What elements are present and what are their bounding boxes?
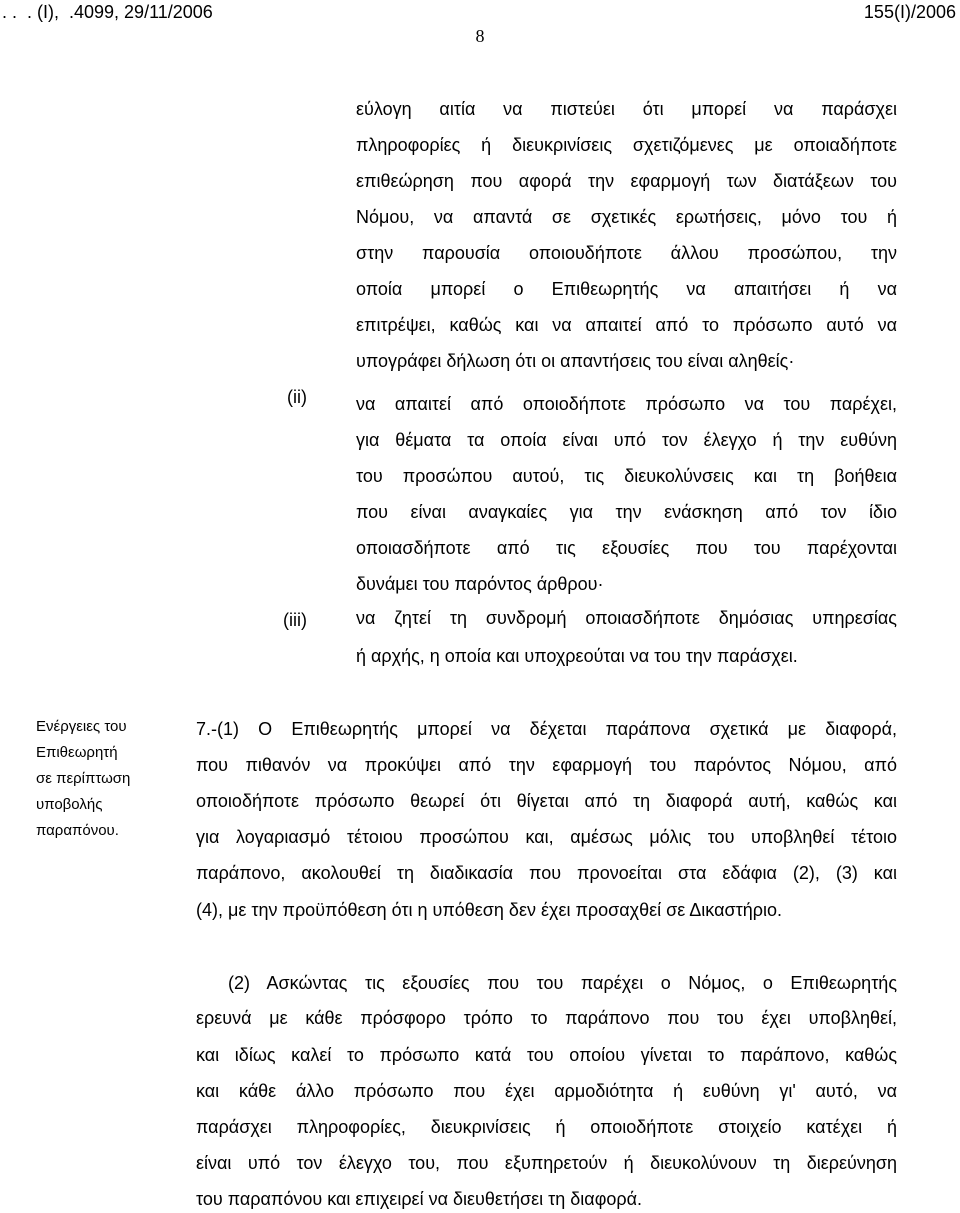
text-line: του προσώπου αυτού, τις διευκολύνσεις και τη βοήθεια [356, 466, 897, 486]
text-line: οποιασδήποτε από τις εξουσίες που του παρέχονται [356, 538, 897, 558]
header-gazette-ref: . . . (Ι), .4099, 29/11/2006 [2, 2, 213, 22]
text-line: του παραπόνου και επιχειρεί να διευθετήσει τη διαφορά. [196, 1189, 643, 1209]
page-number: 8 [475, 26, 485, 46]
text-line: παράσχει πληροφορίες, διευκρινίσεις ή οποιοδήποτε στοιχείο κατέχει ή [196, 1117, 897, 1137]
text-line: να απαιτεί από οποιοδήποτε πρόσωπο να του παρέχει, [356, 394, 897, 414]
margin-note-line: υποβολής [36, 796, 103, 813]
text-line: παράπονο, ακολουθεί τη διαδικασία που προνοείται στα εδάφια (2), (3) και [196, 863, 897, 883]
text-line: που είναι αναγκαίες για την ενάσκηση από τον ίδιο [356, 502, 897, 522]
text-line: υπογράφει δήλωση ότι οι απαντήσεις του είναι αληθείς· [356, 351, 795, 371]
text-line: πληροφορίες ή διευκρινίσεις σχετιζόμενες με οποιαδήποτε [356, 135, 897, 155]
text-line: για θέματα τα οποία είναι υπό τον έλεγχο ή την ευθύνη [356, 430, 897, 450]
text-line: (4), με την προϋπόθεση ότι η υπόθεση δεν έχει προσαχθεί σε Δικαστήριο. [196, 900, 782, 920]
text-line: που πιθανόν να προκύψει από την εφαρμογή του παρόντος Νόμου, από [196, 755, 897, 775]
text-line: ή αρχής, η οποία και υποχρεούται να του την παράσχει. [356, 646, 798, 666]
text-line: και ιδίως καλεί το πρόσωπο κατά του οποίου γίνεται το παράπονο, καθώς [196, 1045, 897, 1065]
margin-note-line: Επιθεωρητή [36, 744, 118, 761]
text-line: επιτρέψει, καθώς και να απαιτεί από το πρόσωπο αυτό να [356, 315, 897, 335]
text-line: εύλογη αιτία να πιστεύει ότι μπορεί να παράσχει [356, 99, 897, 119]
margin-note [36, 714, 166, 844]
text-line: ερευνά με κάθε πρόσφορο τρόπο το παράπονο που του έχει υποβληθεί, [196, 1008, 897, 1028]
text-line: στην παρουσία οποιουδήποτε άλλου προσώπου, την [356, 243, 897, 263]
margin-note-line: παραπόνου. [36, 822, 119, 839]
text-line: να ζητεί τη συνδρομή οποιασδήποτε δημόσιας υπηρεσίας [356, 608, 897, 628]
item-ii-label: (ii) [287, 387, 307, 407]
text-line: (2) Ασκώντας τις εξουσίες που του παρέχει ο Νόμος, ο Επιθεωρητής [228, 973, 897, 993]
item-iii-label: (iii) [283, 610, 307, 630]
running-header [0, 0, 960, 24]
text-line: και κάθε άλλο πρόσωπο που έχει αρμοδιότητα ή ευθύνη γι' αυτό, να [196, 1081, 897, 1101]
text-line: 7.-(1) Ο Επιθεωρητής μπορεί να δέχεται παράπονα σχετικά με διαφορά, [196, 719, 897, 739]
margin-note-line: Ενέργειες του [36, 718, 127, 735]
text-line: Νόμου, να απαντά σε σχετικές ερωτήσεις, μόνο του ή [356, 207, 897, 227]
text-line: για λογαριασμό τέτοιου προσώπου και, αμέσως μόλις του υποβληθεί τέτοιο [196, 827, 897, 847]
text-line: οποία μπορεί ο Επιθεωρητής να απαιτήσει ή να [356, 279, 897, 299]
margin-note-line: σε περίπτωση [36, 770, 131, 787]
text-line: οποιοδήποτε πρόσωπο θεωρεί ότι θίγεται από τη διαφορά αυτή, καθώς και [196, 791, 897, 811]
header-law-number: 155(Ι)/2006 [863, 2, 956, 22]
text-line: επιθεώρηση που αφορά την εφαρμογή των διατάξεων του [356, 171, 897, 191]
text-line: είναι υπό τον έλεγχο του, που εξυπηρετούν ή διευκολύνουν τη διερεύνηση [196, 1153, 897, 1173]
text-line: δυνάμει του παρόντος άρθρου· [356, 574, 604, 594]
